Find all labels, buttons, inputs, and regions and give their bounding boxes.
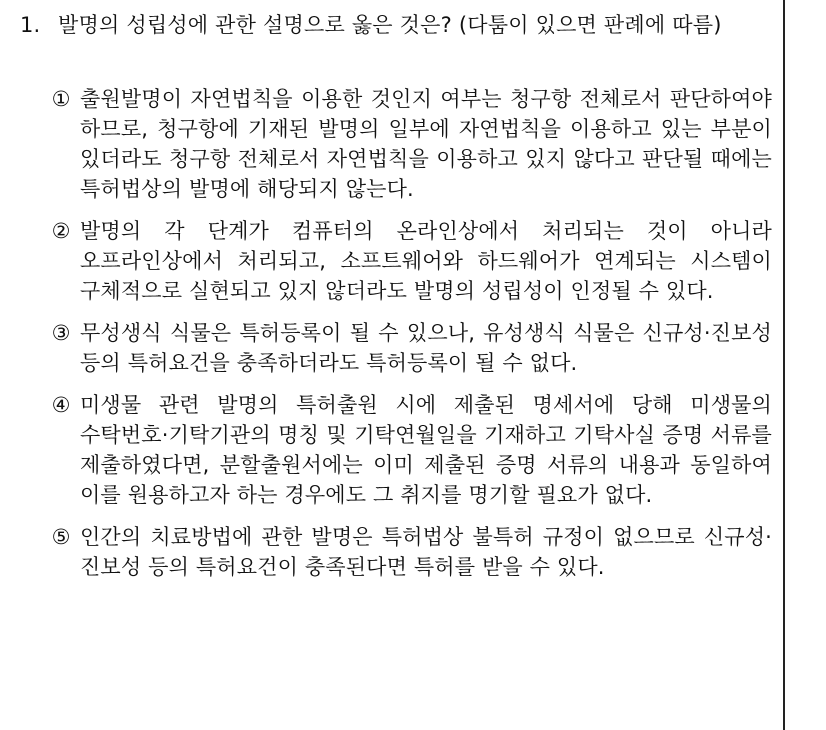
option-4: [42, 390, 772, 510]
option-3: [42, 318, 772, 378]
option-4-text: 미생물 관련 발명의 특허출원 시에 제출된 명세서에 당해 미생물의 수탁번호·기탁기관의 명칭 및 기탁연월일을 기재하고 기탁사실 증명 서류를 제출하였다면, 분할출원서에는 이미 제출된 증명 서류의 내용과 동일하여 이를 원용하고자 하는 경우에도 그 취지를 명기할 필요가 없다.: [80, 393, 772, 507]
option-2-marker: ②: [51, 219, 71, 243]
option-5: [42, 522, 772, 582]
option-2-text: 발명의 각 단계가 컴퓨터의 온라인상에서 처리되는 것이 아니라 오프라인상에서 처리되고, 소프트웨어와 하드웨어가 연계되는 시스템이 구체적으로 실현되고 있지 않더라도 발명의 성립성이 인정될 수 있다.: [80, 219, 772, 303]
answer-options: [20, 84, 772, 594]
question-number: 1.: [20, 13, 41, 37]
option-1: [42, 84, 772, 204]
option-4-marker: ④: [51, 393, 71, 417]
option-3-marker: ③: [51, 321, 71, 345]
option-5-text: 인간의 치료방법에 관한 발명은 특허법상 불특허 규정이 없으므로 신규성·진보성 등의 특허요건이 충족된다면 특허를 받을 수 있다.: [80, 525, 772, 579]
option-1-marker: ①: [51, 87, 71, 111]
question-text: 발명의 성립성에 관한 설명으로 옳은 것은? (다툼이 있으면 판례에 따름): [58, 13, 722, 37]
column-divider: [783, 0, 785, 730]
option-3-text: 무성생식 식물은 특허등록이 될 수 있으나, 유성생식 식물은 신규성·진보성 등의 특허요건을 충족하더라도 특허등록이 될 수 없다.: [80, 321, 772, 375]
question-stem: [20, 10, 760, 40]
option-5-marker: ⑤: [51, 525, 71, 549]
option-2: [42, 216, 772, 306]
option-1-text: 출원발명이 자연법칙을 이용한 것인지 여부는 청구항 전체로서 판단하여야 하므로, 청구항에 기재된 발명의 일부에 자연법칙을 이용하고 있는 부분이 있더라도 청구항 전체로서 자연법칙을 이용하고 있지 않다고 판단될 때에는 특허법상의 발명에 해당되지 않는다.: [80, 87, 772, 201]
question-line: [20, 10, 760, 40]
